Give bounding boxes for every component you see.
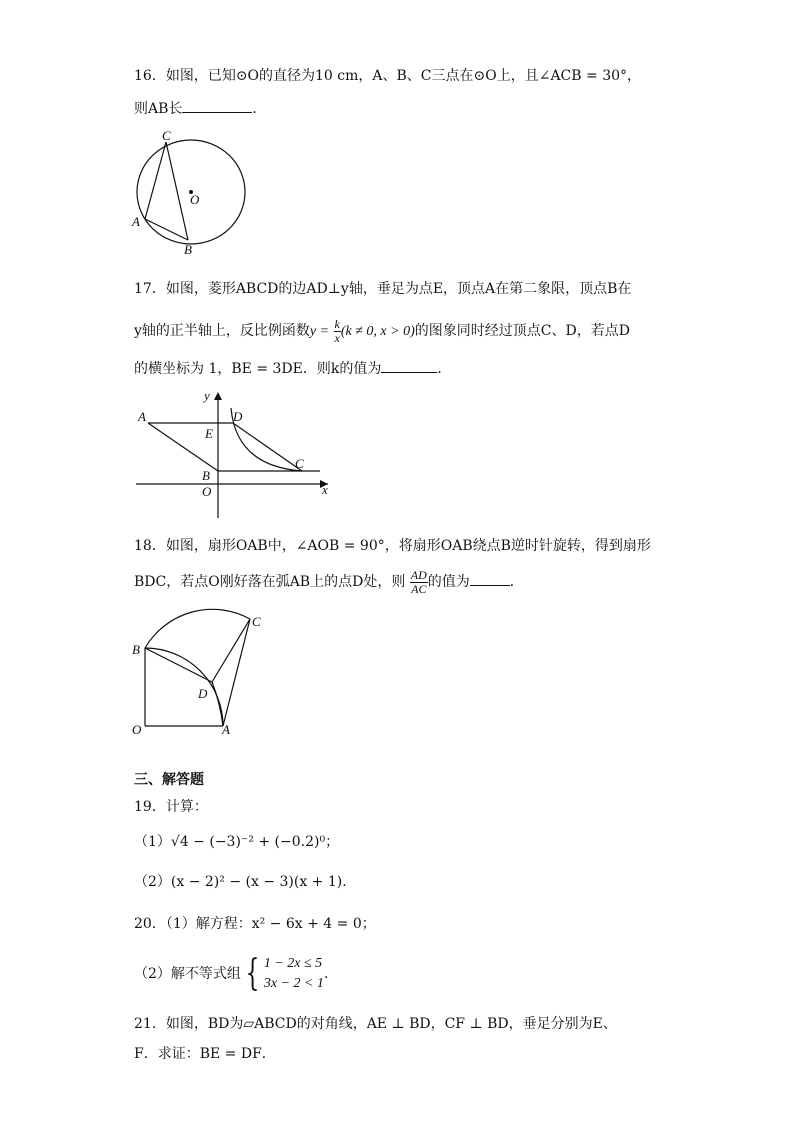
- q16-label-a: A: [132, 214, 140, 229]
- q20-part2: [134, 952, 338, 996]
- q18-frac-num: AD: [410, 567, 427, 582]
- q16-line2-prefix: 则AB长: [134, 101, 183, 117]
- q20-part2-suffix: ．: [323, 966, 338, 982]
- q20-part1: 20．（1）解方程：x² − 6x + 4 = 0；: [134, 916, 376, 932]
- q16-chord-cb: [166, 142, 188, 240]
- q16-label-b: B: [184, 242, 192, 257]
- q20-part2-prefix: （2）解不等式组: [134, 966, 241, 982]
- q18-label-o: O: [132, 722, 142, 737]
- q17-label-d: D: [233, 409, 243, 424]
- q18-label-d: D: [198, 686, 208, 701]
- q17-label-e: E: [205, 426, 213, 441]
- q16-line2: [134, 98, 266, 119]
- q17-line2: [134, 312, 630, 350]
- q17-func-y: y =: [309, 324, 330, 339]
- q17-label-x: x: [322, 482, 328, 497]
- q18-arc-bc: [145, 609, 250, 648]
- q16-label-o: O: [190, 192, 200, 207]
- q17-func-cond: (k ≠ 0, x > 0): [340, 324, 415, 339]
- q20-ineq2: 3x − 2 < 1: [263, 976, 324, 991]
- section-heading: 三、解答题: [134, 772, 204, 788]
- q18-line2-end: ．: [509, 574, 524, 590]
- q17-line2-suffix: 的图象同时经过顶点C、D，若点D: [414, 323, 630, 339]
- q17-side-dc: [233, 423, 302, 471]
- q18-line2-suffix: 的值为: [427, 574, 470, 590]
- q16-circle-figure: [128, 126, 258, 260]
- q18-segment-bd: [145, 648, 212, 682]
- q18-frac-den: AC: [411, 581, 427, 596]
- q19-title: 19．计算：: [134, 799, 208, 815]
- q18-label-b: B: [132, 642, 140, 657]
- q18-answer-blank: [470, 571, 510, 586]
- q21-line1: 21．如图，BD为▱ABCD的对角线，AE ⊥ BD，CF ⊥ BD，垂足分别为E、: [134, 1016, 617, 1032]
- q17-line2-prefix: y轴的正半轴上，反比例函数: [134, 323, 310, 339]
- q17-frac-den: x: [334, 330, 340, 345]
- q18-line1: 18．如图，扇形OAB中，∠AOB = 90°，将扇形OAB绕点B逆时针旋转，得到扇形: [134, 538, 651, 554]
- q18-sector-figure: [128, 610, 278, 740]
- q17-line3: [134, 358, 451, 379]
- q17-label-c: C: [295, 456, 304, 471]
- q17-line3-suffix: ．: [437, 361, 452, 377]
- q17-label-a: A: [138, 409, 146, 424]
- q18-label-c: C: [252, 614, 261, 629]
- q20-brace: {: [245, 953, 260, 994]
- q19-part1: （1）√4 − (−3)⁻² + (−0.2)⁰；: [134, 834, 340, 850]
- q17-answer-blank: [381, 358, 437, 373]
- q17-y-arrow: [214, 392, 222, 400]
- q17-label-b: B: [202, 468, 210, 483]
- q17-rhombus-figure: [130, 386, 340, 526]
- q16-line2-suffix: ．: [252, 101, 267, 117]
- q18-line2-prefix: BDC，若点O刚好落在弧AB上的点D处，则: [134, 574, 406, 590]
- q17-label-y: y: [204, 388, 210, 403]
- q20-ineq1: 1 − 2x ≤ 5: [263, 956, 323, 971]
- q18-arc-ab: [145, 648, 223, 726]
- q17-label-o: O: [202, 484, 212, 499]
- q18-line2: [134, 562, 524, 602]
- q18-segment-dc: [212, 619, 250, 682]
- q18-label-a: A: [222, 722, 230, 737]
- q19-part2: （2）(x − 2)² − (x − 3)(x + 1)．: [134, 874, 357, 890]
- q16-label-c: C: [162, 128, 171, 143]
- q17-frac-num: k: [334, 316, 340, 331]
- q16-chord-ab: [145, 219, 188, 240]
- q21-line2: F．求证：BE = DF．: [134, 1046, 276, 1062]
- q17-line1: 17．如图，菱形ABCD的边AD⊥y轴，垂足为点E，顶点A在第二象限，顶点B在: [134, 281, 632, 297]
- q16-line1: 16．如图，已知⊙O的直径为10 cm，A、B、C三点在⊙O上，且∠ACB = 30°，: [134, 68, 642, 84]
- q17-fraction: [334, 318, 341, 345]
- q20-system: [264, 954, 324, 994]
- q17-line3-prefix: 的横坐标为 1，BE = 3DE．则k的值为: [134, 361, 382, 377]
- q18-fraction: [410, 569, 428, 596]
- q16-answer-blank: [182, 98, 252, 113]
- q18-segment-ac: [223, 619, 250, 726]
